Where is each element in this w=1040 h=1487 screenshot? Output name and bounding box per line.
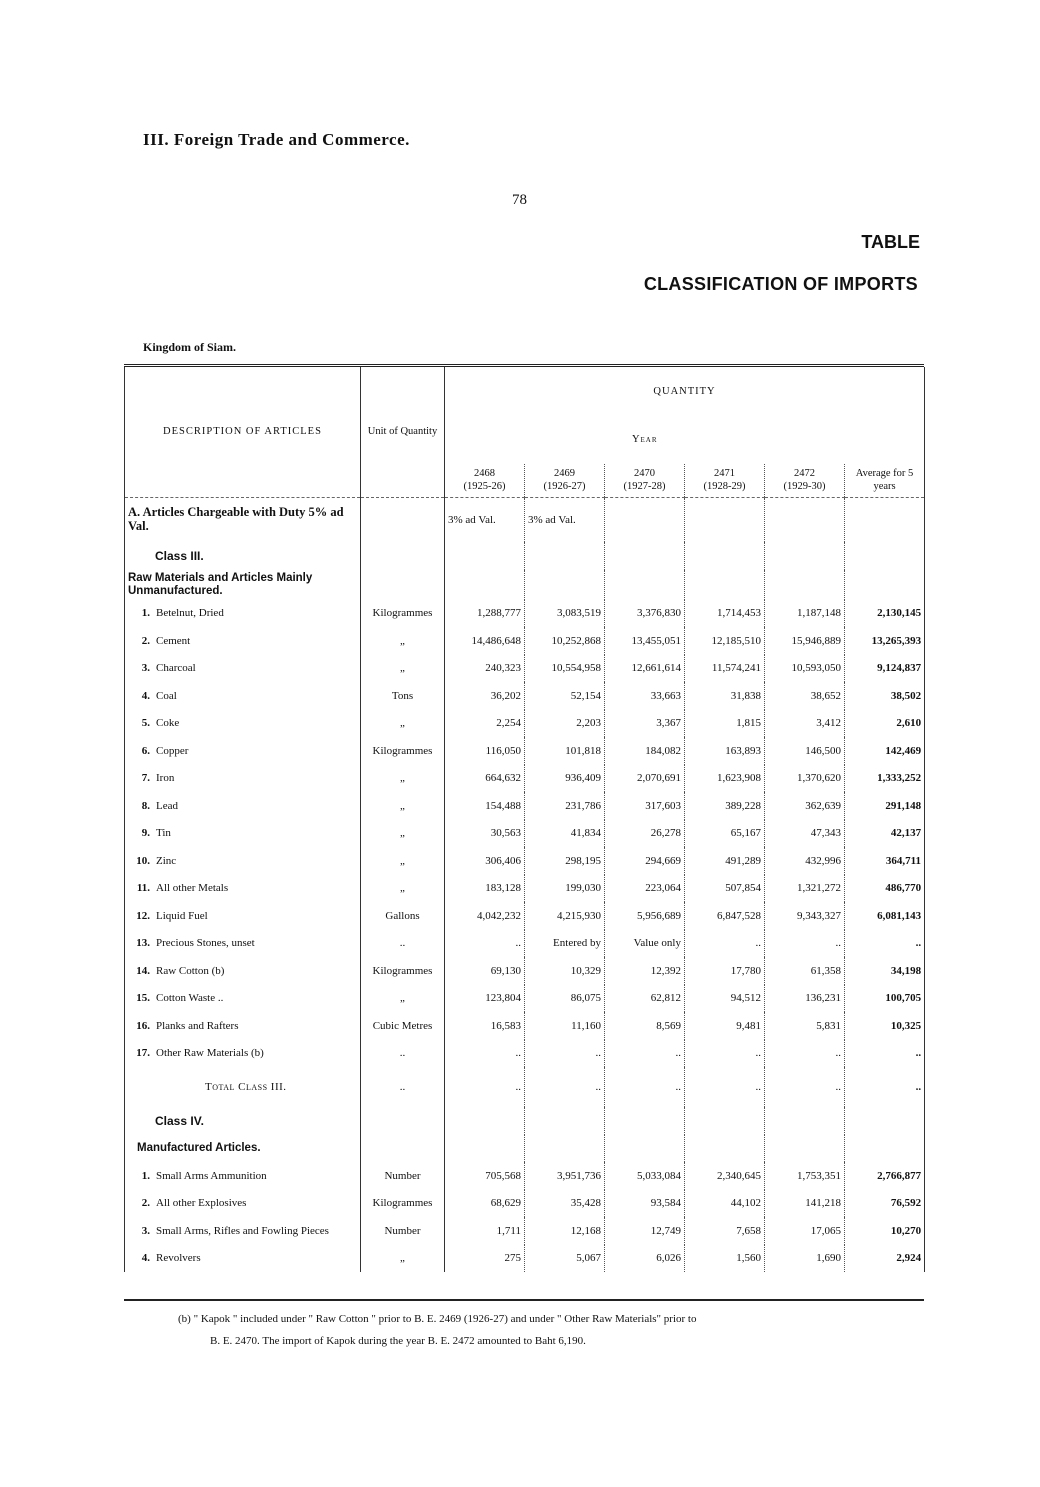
value-cell: 3,951,736: [525, 1162, 605, 1190]
country-label: Kingdom of Siam.: [143, 340, 237, 354]
value-cell: 1,711: [445, 1217, 525, 1245]
value-cell: 183,128: [445, 875, 525, 903]
value-cell: 294,669: [605, 847, 685, 875]
item-description: 9. Tin: [125, 820, 361, 848]
average-cell: 486,770: [845, 875, 925, 903]
item-unit: „: [361, 710, 445, 738]
value-cell: 62,812: [605, 985, 685, 1013]
item-unit: „: [361, 765, 445, 793]
table-row: [125, 1190, 925, 1218]
table-row: [125, 930, 925, 958]
value-cell: 154,488: [445, 792, 525, 820]
table-row: [125, 682, 925, 710]
average-cell: 9,124,837: [845, 655, 925, 683]
table-row: [125, 792, 925, 820]
table-row: [125, 1245, 925, 1273]
value-cell: 1,753,351: [765, 1162, 845, 1190]
value-cell: 15,946,889: [765, 627, 845, 655]
item-description: 10. Zinc: [125, 847, 361, 875]
item-unit: „: [361, 655, 445, 683]
value-cell: 123,804: [445, 985, 525, 1013]
value-cell: 1,321,272: [765, 875, 845, 903]
item-unit: „: [361, 875, 445, 903]
item-unit: „: [361, 1245, 445, 1273]
average-cell: ..: [845, 1040, 925, 1068]
value-cell: 69,130: [445, 957, 525, 985]
table-row: [125, 875, 925, 903]
value-cell: 432,996: [765, 847, 845, 875]
average-cell: 291,148: [845, 792, 925, 820]
value-cell: Entered by: [525, 930, 605, 958]
value-cell: 491,289: [685, 847, 765, 875]
class3-title-row: [125, 542, 925, 570]
value-cell: 61,358: [765, 957, 845, 985]
value-cell: 33,663: [605, 682, 685, 710]
value-cell: 231,786: [525, 792, 605, 820]
header-quantity: QUANTITY: [445, 367, 925, 415]
item-unit: „: [361, 820, 445, 848]
total-class3-row: Total Class III. .. .. .. .. .. .. ..: [125, 1067, 925, 1107]
value-cell: 6,026: [605, 1245, 685, 1273]
header-year-2: 2470 (1927-28): [605, 464, 685, 498]
average-cell: 2,924: [845, 1245, 925, 1273]
average-cell: 6,081,143: [845, 902, 925, 930]
average-cell: 42,137: [845, 820, 925, 848]
item-unit: „: [361, 847, 445, 875]
item-description: 4. Revolvers: [125, 1245, 361, 1273]
table-row: [125, 985, 925, 1013]
duty-2468: 3% ad Val.: [445, 498, 525, 543]
value-cell: 306,406: [445, 847, 525, 875]
value-cell: 240,323: [445, 655, 525, 683]
item-unit: Cubic Metres: [361, 1012, 445, 1040]
item-unit: Number: [361, 1217, 445, 1245]
item-description: 1. Betelnut, Dried: [125, 600, 361, 628]
value-cell: 10,554,958: [525, 655, 605, 683]
item-description: 3. Small Arms, Rifles and Fowling Pieces: [125, 1217, 361, 1245]
value-cell: 30,563: [445, 820, 525, 848]
section-a-title: A. Articles Chargeable with Duty 5% ad Val.: [125, 498, 361, 543]
value-cell: ..: [765, 1040, 845, 1068]
value-cell: 86,075: [525, 985, 605, 1013]
value-cell: 5,956,689: [605, 902, 685, 930]
table-label: TABLE: [861, 232, 920, 252]
value-cell: 199,030: [525, 875, 605, 903]
value-cell: 936,409: [525, 765, 605, 793]
class3-title: Class III.: [125, 542, 361, 570]
item-unit: Tons: [361, 682, 445, 710]
item-unit: Kilogrammes: [361, 957, 445, 985]
value-cell: 136,231: [765, 985, 845, 1013]
item-unit: „: [361, 985, 445, 1013]
average-cell: 34,198: [845, 957, 925, 985]
value-cell: 141,218: [765, 1190, 845, 1218]
value-cell: 664,632: [445, 765, 525, 793]
value-cell: 6,847,528: [685, 902, 765, 930]
item-description: 4. Coal: [125, 682, 361, 710]
value-cell: 3,376,830: [605, 600, 685, 628]
value-cell: 389,228: [685, 792, 765, 820]
value-cell: 10,252,868: [525, 627, 605, 655]
table-row: [125, 627, 925, 655]
table-row: [125, 1217, 925, 1245]
value-cell: ..: [685, 1040, 765, 1068]
value-cell: 94,512: [685, 985, 765, 1013]
header-description: DESCRIPTION OF ARTICLES: [125, 367, 361, 498]
value-cell: 16,583: [445, 1012, 525, 1040]
value-cell: 8,569: [605, 1012, 685, 1040]
value-cell: 36,202: [445, 682, 525, 710]
value-cell: 12,749: [605, 1217, 685, 1245]
value-cell: 1,187,148: [765, 600, 845, 628]
table-row: [125, 957, 925, 985]
value-cell: ..: [445, 1040, 525, 1068]
value-cell: 1,623,908: [685, 765, 765, 793]
class4-title: Class IV.: [125, 1107, 361, 1135]
average-cell: 2,130,145: [845, 600, 925, 628]
item-description: 2. Cement: [125, 627, 361, 655]
table-row: [125, 765, 925, 793]
value-cell: 13,455,051: [605, 627, 685, 655]
value-cell: 12,185,510: [685, 627, 765, 655]
value-cell: 47,343: [765, 820, 845, 848]
value-cell: 12,168: [525, 1217, 605, 1245]
value-cell: 52,154: [525, 682, 605, 710]
average-cell: 2,610: [845, 710, 925, 738]
value-cell: 3,412: [765, 710, 845, 738]
item-description: 7. Iron: [125, 765, 361, 793]
value-cell: 362,639: [765, 792, 845, 820]
table-title: CLASSIFICATION OF IMPORTS: [643, 274, 918, 294]
duty-2469: 3% ad Val.: [525, 498, 605, 543]
value-cell: 1,690: [765, 1245, 845, 1273]
value-cell: 5,831: [765, 1012, 845, 1040]
value-cell: 5,033,084: [605, 1162, 685, 1190]
item-unit: ..: [361, 930, 445, 958]
value-cell: 10,593,050: [765, 655, 845, 683]
value-cell: 1,560: [685, 1245, 765, 1273]
value-cell: 2,203: [525, 710, 605, 738]
value-cell: ..: [525, 1040, 605, 1068]
item-description: 1. Small Arms Ammunition: [125, 1162, 361, 1190]
value-cell: 11,574,241: [685, 655, 765, 683]
table-row: [125, 655, 925, 683]
value-cell: ..: [765, 930, 845, 958]
item-description: 3. Charcoal: [125, 655, 361, 683]
value-cell: 7,658: [685, 1217, 765, 1245]
average-cell: 13,265,393: [845, 627, 925, 655]
item-description: 17. Other Raw Materials (b): [125, 1040, 361, 1068]
class4-subtitle: Manufactured Articles.: [125, 1135, 361, 1163]
average-cell: 76,592: [845, 1190, 925, 1218]
header-year-3: 2471 (1928-29): [685, 464, 765, 498]
value-cell: 38,652: [765, 682, 845, 710]
value-cell: 317,603: [605, 792, 685, 820]
value-cell: 9,343,327: [765, 902, 845, 930]
item-description: 5. Coke: [125, 710, 361, 738]
value-cell: 44,102: [685, 1190, 765, 1218]
imports-table: [124, 364, 924, 1301]
table-row: [125, 1040, 925, 1068]
table-row: [125, 600, 925, 628]
average-cell: 38,502: [845, 682, 925, 710]
table-row: [125, 710, 925, 738]
value-cell: 2,254: [445, 710, 525, 738]
header-year-4: 2472 (1929-30): [765, 464, 845, 498]
table-row: [125, 847, 925, 875]
value-cell: 31,838: [685, 682, 765, 710]
value-cell: ..: [685, 930, 765, 958]
average-cell: 100,705: [845, 985, 925, 1013]
value-cell: 1,288,777: [445, 600, 525, 628]
value-cell: 116,050: [445, 737, 525, 765]
table-row: [125, 820, 925, 848]
item-description: 15. Cotton Waste ..: [125, 985, 361, 1013]
value-cell: 4,215,930: [525, 902, 605, 930]
value-cell: 101,818: [525, 737, 605, 765]
table-row: [125, 1012, 925, 1040]
average-cell: 10,325: [845, 1012, 925, 1040]
average-cell: 364,711: [845, 847, 925, 875]
value-cell: 275: [445, 1245, 525, 1273]
average-cell: 1,333,252: [845, 765, 925, 793]
value-cell: 68,629: [445, 1190, 525, 1218]
value-cell: 93,584: [605, 1190, 685, 1218]
value-cell: Value only: [605, 930, 685, 958]
item-description: 2. All other Explosives: [125, 1190, 361, 1218]
table-row: [125, 737, 925, 765]
item-description: 14. Raw Cotton (b): [125, 957, 361, 985]
item-unit: Kilogrammes: [361, 1190, 445, 1218]
item-unit: Kilogrammes: [361, 737, 445, 765]
value-cell: 4,042,232: [445, 902, 525, 930]
average-cell: 2,766,877: [845, 1162, 925, 1190]
value-cell: 2,070,691: [605, 765, 685, 793]
value-cell: 1,714,453: [685, 600, 765, 628]
value-cell: 3,083,519: [525, 600, 605, 628]
header-unit: Unit of Quantity: [361, 367, 445, 498]
average-cell: 142,469: [845, 737, 925, 765]
value-cell: 163,893: [685, 737, 765, 765]
value-cell: 14,486,648: [445, 627, 525, 655]
average-cell: 10,270: [845, 1217, 925, 1245]
value-cell: 5,067: [525, 1245, 605, 1273]
header-year: Year: [445, 415, 845, 463]
value-cell: ..: [445, 930, 525, 958]
value-cell: 2,340,645: [685, 1162, 765, 1190]
value-cell: 11,160: [525, 1012, 605, 1040]
item-description: 6. Copper: [125, 737, 361, 765]
item-unit: Gallons: [361, 902, 445, 930]
item-unit: „: [361, 627, 445, 655]
value-cell: ..: [605, 1040, 685, 1068]
value-cell: 17,780: [685, 957, 765, 985]
class3-subtitle-row: [125, 570, 925, 600]
value-cell: 12,392: [605, 957, 685, 985]
item-unit: „: [361, 792, 445, 820]
footnote-line-1: (b) " Kapok " included under " Raw Cotton " prior to B. E. 2469 (1926-27) and under " Other Raw Materials" prior to: [178, 1313, 697, 1325]
item-description: 8. Lead: [125, 792, 361, 820]
value-cell: 3,367: [605, 710, 685, 738]
item-unit: Kilogrammes: [361, 600, 445, 628]
item-unit: ..: [361, 1040, 445, 1068]
table-row: [125, 902, 925, 930]
value-cell: 223,064: [605, 875, 685, 903]
header-average: Average for 5 years: [845, 464, 925, 498]
value-cell: 1,815: [685, 710, 765, 738]
footnote-line-2: B. E. 2470. The import of Kapok during the year B. E. 2472 amounted to Baht 6,190.: [210, 1335, 586, 1347]
class4-title-row: [125, 1107, 925, 1135]
item-unit: Number: [361, 1162, 445, 1190]
total-class3-label: Total Class III.: [125, 1067, 361, 1107]
value-cell: 1,370,620: [765, 765, 845, 793]
value-cell: 17,065: [765, 1217, 845, 1245]
section-a-row: [125, 498, 925, 543]
value-cell: 26,278: [605, 820, 685, 848]
value-cell: 35,428: [525, 1190, 605, 1218]
value-cell: 12,661,614: [605, 655, 685, 683]
section-heading: III. Foreign Trade and Commerce.: [143, 130, 410, 149]
header-year-0: 2468 (1925-26): [445, 464, 525, 498]
item-description: 16. Planks and Rafters: [125, 1012, 361, 1040]
page-number: 78: [512, 192, 527, 208]
item-description: 12. Liquid Fuel: [125, 902, 361, 930]
class4-subtitle-row: [125, 1135, 925, 1163]
header-year-1: 2469 (1926-27): [525, 464, 605, 498]
value-cell: 41,834: [525, 820, 605, 848]
value-cell: 298,195: [525, 847, 605, 875]
item-description: 11. All other Metals: [125, 875, 361, 903]
value-cell: 9,481: [685, 1012, 765, 1040]
value-cell: 507,854: [685, 875, 765, 903]
average-cell: ..: [845, 930, 925, 958]
value-cell: 65,167: [685, 820, 765, 848]
value-cell: 184,082: [605, 737, 685, 765]
value-cell: 705,568: [445, 1162, 525, 1190]
item-description: 13. Precious Stones, unset: [125, 930, 361, 958]
value-cell: 10,329: [525, 957, 605, 985]
value-cell: 146,500: [765, 737, 845, 765]
class3-subtitle: Raw Materials and Articles Mainly Unmanufactured.: [125, 570, 361, 600]
table-row: [125, 1162, 925, 1190]
